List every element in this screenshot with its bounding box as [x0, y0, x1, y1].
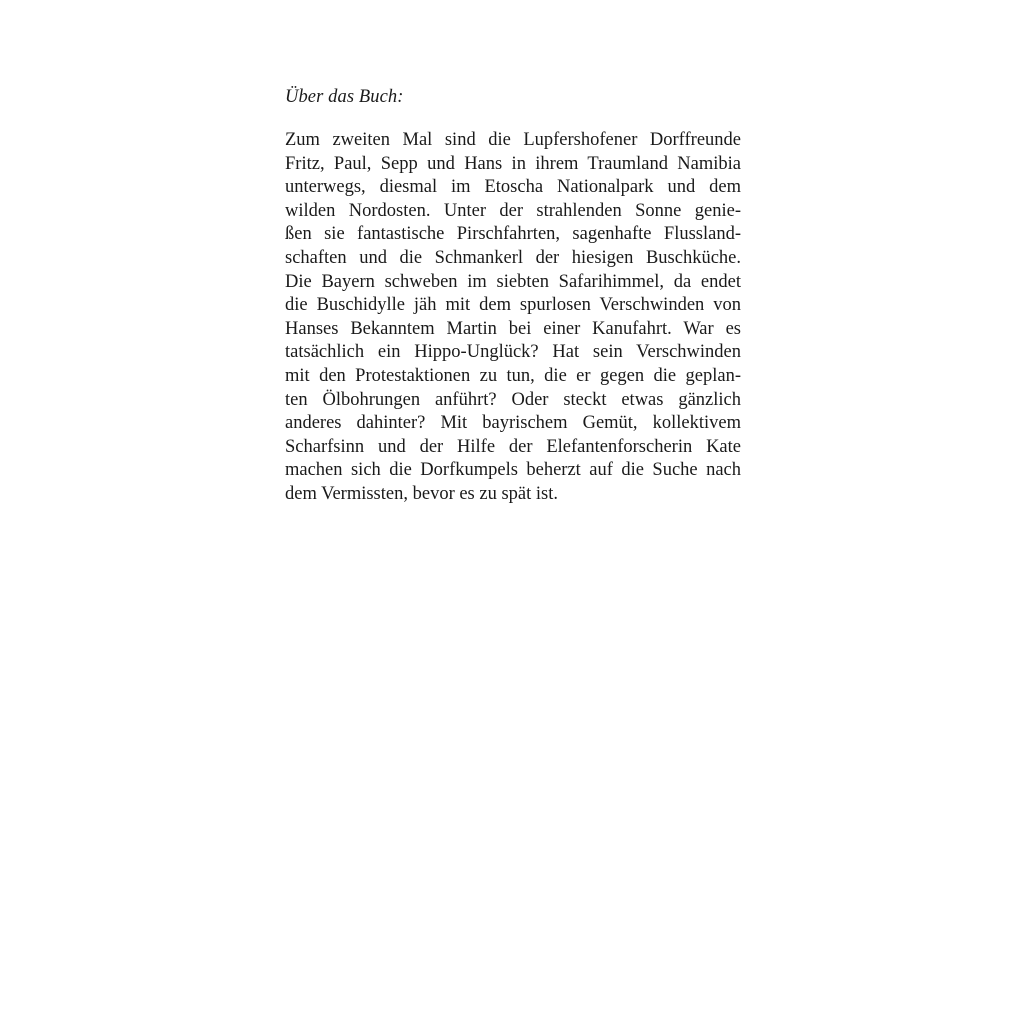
text-line: die Buschidylle jäh mit dem spurlosen Verschwinden von: [285, 295, 741, 316]
text-line: schaften und die Schmankerl der hiesigen Buschküche.: [285, 247, 741, 268]
about-the-book-section: [285, 85, 741, 507]
text-line: anderes dahinter? Mit bayrischem Gemüt, kollektivem: [285, 413, 741, 434]
text-line: ßen sie fantastische Pirschfahrten, sagenhafte Flussland-: [285, 224, 741, 245]
text-line: ten Ölbohrungen anführt? Oder steckt etwas gänzlich: [285, 389, 741, 410]
text-line: dem Vermissten, bevor es zu spät ist.: [285, 483, 559, 504]
book-description: [285, 129, 741, 507]
text-line: Die Bayern schweben im siebten Safarihimmel, da endet: [285, 271, 741, 292]
text-line: Scharfsinn und der Hilfe der Elefantenforscherin Kate: [285, 436, 741, 457]
text-line: wilden Nordosten. Unter der strahlenden Sonne genie-: [285, 200, 741, 221]
text-line: mit den Protestaktionen zu tun, die er gegen die geplan-: [285, 365, 741, 386]
text-line: Zum zweiten Mal sind die Lupfershofener Dorffreunde: [285, 130, 741, 150]
text-line: tatsächlich ein Hippo-Unglück? Hat sein Verschwinden: [285, 342, 741, 363]
section-heading: Über das Buch:: [285, 87, 404, 107]
text-line: Fritz, Paul, Sepp und Hans in ihrem Traumland Namibia: [285, 153, 741, 174]
text-line: unterwegs, diesmal im Etoscha Nationalpark und dem: [285, 177, 741, 198]
text-line: Hanses Bekanntem Martin bei einer Kanufahrt. War es: [285, 318, 741, 339]
text-line: machen sich die Dorfkumpels beherzt auf die Suche nach: [285, 460, 741, 481]
